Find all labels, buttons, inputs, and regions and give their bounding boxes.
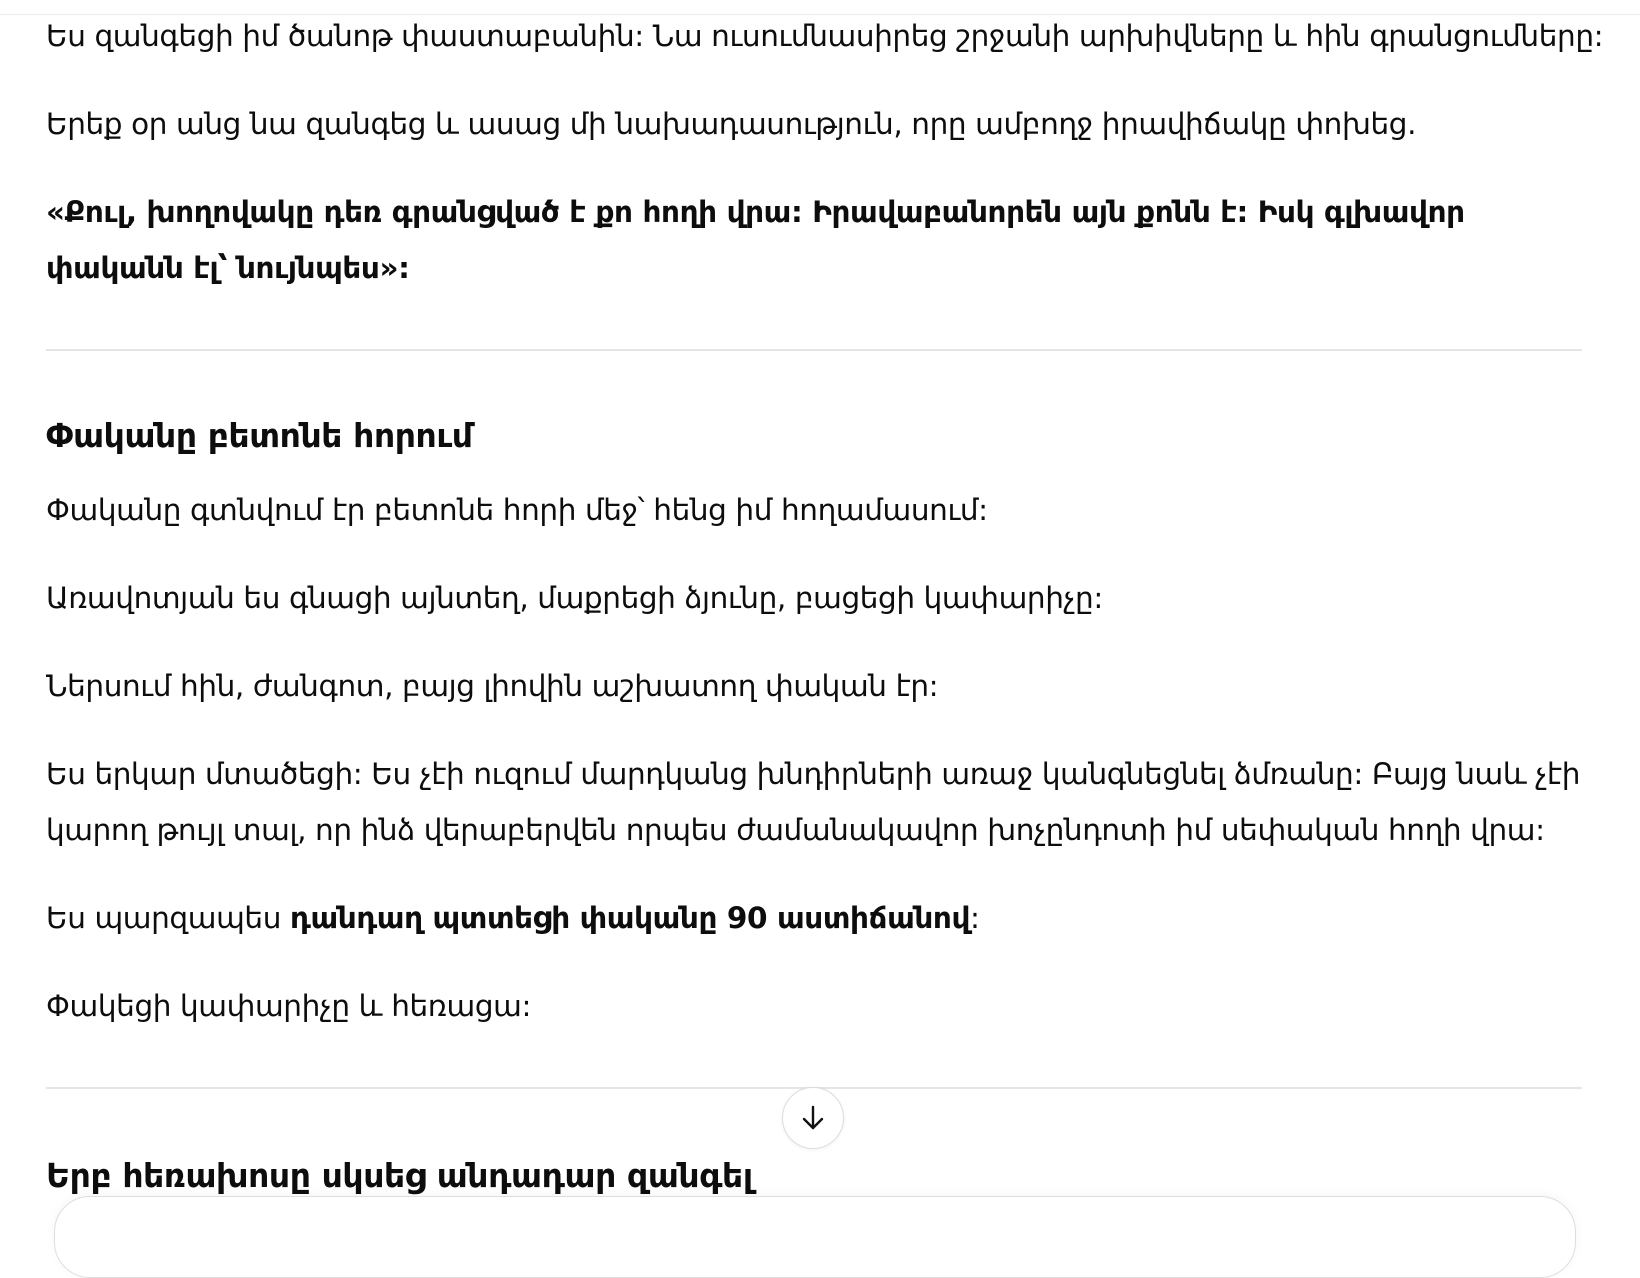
paragraph-valve-inside: Ներսում հին, ժանգոտ, բայց լիովին աշխատող փական էր: <box>46 669 939 703</box>
turned-valve-prefix: Ես պարզապես <box>46 901 291 935</box>
arrow-down-icon <box>798 1103 828 1133</box>
quote-line-2: փականն էլ՝ նույնպես»: <box>46 251 410 285</box>
turned-valve-suffix: : <box>970 901 980 935</box>
paragraph-lawyer: Ես զանգեցի իմ ծանոթ փաստաբանին: Նա ուսումնասիրեց շրջանի արխիվները և հին գրանցումները: <box>46 19 1604 53</box>
paragraph-three-days-later: Երեք օր անց նա զանգեց և ասաց մի նախադասություն, որը ամբողջ իրավիճակը փոխեց. <box>46 107 1417 141</box>
section-divider <box>46 349 1582 351</box>
section-heading: Երբ հեռախոսը սկսեց անդադար զանգել <box>46 1156 753 1195</box>
quote-line-1: «Քուլ, խողովակը դեռ գրանցված է քո հողի վրա: Իրավաբանորեն այն քոնն է: Իսկ գլխավոր <box>46 195 1465 229</box>
paragraph-thinking-line-2: կարող թույլ տալ, որ ինձ վերաբերվեն որպես ժամանակավոր խոչընդոտի իմ սեփական հողի վրա: <box>46 813 1545 847</box>
message-composer[interactable] <box>54 1196 1576 1278</box>
paragraph-valve-location: Փականը գտնվում էր բետոնե հորի մեջ՝ հենց իմ հողամասում: <box>46 493 988 527</box>
scroll-to-bottom-button[interactable] <box>782 1087 844 1149</box>
paragraph-morning: Առավոտյան ես գնացի այնտեղ, մաքրեցի ձյունը, բացեցի կափարիչը: <box>46 581 1103 615</box>
section-heading: Փականը բետոնե հորում <box>46 416 473 455</box>
paragraph-turned-valve <box>46 890 980 946</box>
turned-valve-emphasis: դանդաղ պտտեցի փականը 90 աստիճանով <box>290 901 971 935</box>
paragraph-thinking-line-1: Ես երկար մտածեցի: Ես չէի ուզում մարդկանց խնդիրների առաջ կանգնեցնել ձմռանը: Բայց նաև չէի <box>46 757 1581 791</box>
paragraph-closed-lid: Փակեցի կափարիչը և հեռացա: <box>46 989 532 1023</box>
